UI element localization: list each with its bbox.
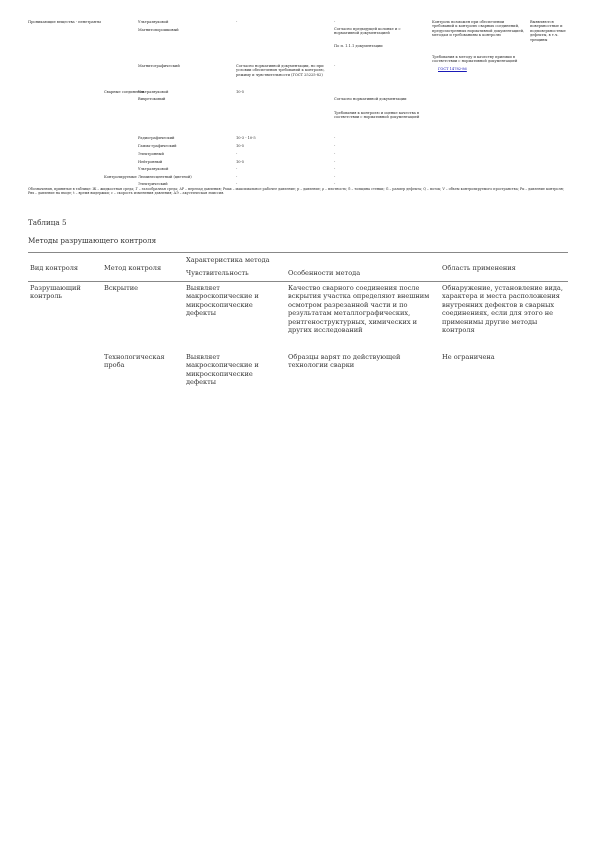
cell-features: Качество сварного соединения после вскрытия участка определяют внешним осмотром разрезанной части и по результатам металлографических, рентгеноструктурных, химических и других исследований [288,284,430,335]
cell-scope: Не ограничена [442,353,495,361]
table4-cell: - [334,144,336,148]
table-rule-header [28,281,568,282]
table4-cell: Электрический [138,182,168,186]
table4-cell: Согласно нормативной документации [334,97,407,101]
table4-cell: - [334,167,336,171]
cell-sensitivity: Выявляет макроскопические и микроскопические дефекты [186,353,259,387]
table4-group-label: Контролируемые [104,175,137,179]
table4-cell: - [236,182,238,186]
table4-cell: - [334,175,336,179]
header-features: Особенности метода [288,269,361,277]
table4-footnote: Обозначения, принятые в таблице: Ж – жидкостная среда; Г – газообразная среда; ΔP – перепад давления; Рмах – максимальное рабочее давление; р – давление; ρ – плотность; δ – толщина стенки; G – размер дефекта; Q – поток; V – объем контролируемого пространства; Рк – давление контроля; Pвх – давление на входе; t – время выдержки; с – скорость изменения давления; АЭ – акустическая эмиссия. [28,187,564,196]
table4-cell: Магнитографический [138,64,180,68]
header-kind: Вид контроля [30,264,79,272]
table-rule-top [28,252,568,253]
table4-cell: 10-5 [236,160,245,164]
table4-cell: По п. 1.1.1 документации [334,44,383,48]
cell-kind: Разрушающий контроль [30,284,81,301]
table4-cell: Требования к контролю и оценке качества в соответствии с нормативной документацией [334,111,420,120]
table4-cell: Проникающие вещества - пенетранты [28,20,101,24]
table4-cell: Радиографический [138,136,175,140]
table4-cell: Ультразвуковой [138,167,169,171]
table4-cell: - [236,175,238,179]
header-method: Метод контроля [104,264,162,272]
table4-cell: Ультразвуковой [138,20,169,24]
cell-features: Образцы варят по действующей технологии сварки [288,353,401,370]
table4-cell: Электронный [138,152,164,156]
table4-cell: Люминесцентный (цветной) [138,175,192,179]
header-sensitivity: Чувствительность [186,269,249,277]
cell-method: Технологическая проба [104,353,165,370]
cell-method: Вскрытие [104,284,139,292]
table4-cell: - [334,20,336,24]
table-caption: Таблица 5 [28,218,67,227]
table4-cell: - [334,64,336,68]
table4-cell: Согласно предыдущей колонке и с нормативной документацией [334,27,401,36]
table4-cell: Вихретоковый [138,97,166,101]
table-title: Методы разрушающего контроля [28,236,157,245]
table4-cell: - [236,152,238,156]
cell-sensitivity: Выявляет макроскопические и микроскопические дефекты [186,284,259,318]
table4-cell: Согласно нормативной документации, но при условии обеспечения требований к контролю, режиму и чувствительности (ГОСТ 25225-82) [236,64,325,77]
table4-cell: Контроль возможен при обеспечении требований к контролю сварных соединений, предусмотренных нормативной документацией, методам и требованиям к контролю [432,20,525,38]
table4-cell: - [236,20,238,24]
table4-cell: Магнитопорошковый [138,28,179,32]
table4-cell: 10-5 [236,144,245,148]
gost-link[interactable]: ГОСТ 14782-86 [438,67,467,71]
table4-cell: - [334,160,336,164]
table4-cell: 10-3 - 10-5 [236,136,256,140]
table4-cell: - [334,152,336,156]
table4-cell: Гамма-графический [138,144,177,148]
header-scope: Область применения [442,264,516,272]
table4-cell: - [236,167,238,171]
table4-group-label: Сварные соединения [104,90,145,94]
table4-cell: - [334,182,336,186]
table4-cell: Выявляются поверхностные и подповерхностные дефекты, в т.ч. трещины [530,20,566,42]
table4-cell: Ультразвуковой [138,90,169,94]
table4-cell: - [334,136,336,140]
cell-scope: Обнаружение, установление вида, характера и места расположения внутренних дефектов в сварных соединениях, если для этого не применимы другие методы контроля [442,284,563,335]
table4-cell: Нейтронный [138,160,163,164]
header-characteristic: Характеристика метода [186,256,270,264]
table4-cell: 10-5 [236,90,245,94]
table4-cell: Требования к методу и качеству приемки в соответствии с нормативной документацией [432,55,518,64]
